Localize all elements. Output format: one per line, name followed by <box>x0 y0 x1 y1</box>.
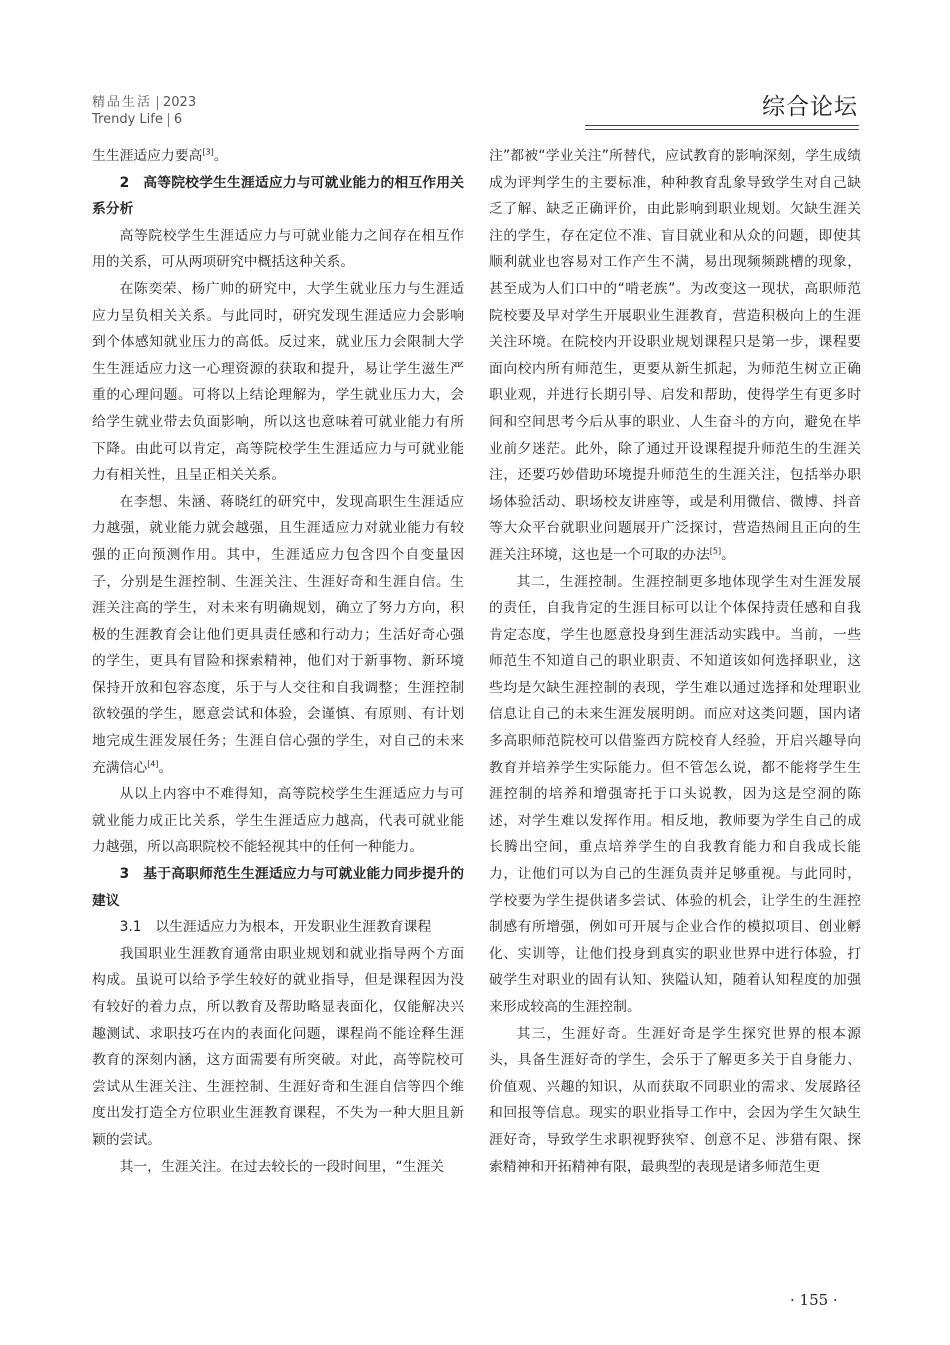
page-number: · 155 · <box>790 1291 838 1309</box>
paragraph: 高等院校学生生涯适应力与可就业能力之间存在相互作用的关系，可从两项研究中概括这种关系。 <box>92 227 464 271</box>
header-divider <box>157 96 158 110</box>
header-divider <box>168 113 169 127</box>
paragraph: 其二，生涯控制。生涯控制更多地体现学生对生涯发展的责任，自我肯定的生涯目标可以让个体保持责任感和自我肯定态度，学生也愿意投身到生涯活动实践中。当前，一些师范生不知道自己的职业职责、不知道该如何选择职业，这些均是欠缺生涯控制的表现，学生难以通过选择和处理职业信息让自己的未来生涯发展明朗。而应对这类问题，国内诸多高职师范院校可以借鉴西方院校育人经验，开启兴趣导向教育并培养学生实际能力。但不管怎么说，都不能将学生生涯控制的培养和增强寄托于口头说教，因为这是空洞的陈述，对学生难以发挥作用。相反地，教师要为学生自己的成长腾出空间，重点培养学生的自我教育能力和自我成长能力，让他们可以为自己的生涯负责并足够重视。与此同时，学校要为学生提供诸多尝试、体验的机会，让学生的生涯控制感有所增强，例如可开展与企业合作的模拟项目、创业孵化、实训等，让他们投身到真实的职业世界中进行体验，打破学生对职业的固有认知、狭隘认知，随着认知程度的加强来形成较高的生涯控制。 <box>489 573 861 1015</box>
citation-ref: [4] <box>147 759 159 769</box>
citation-ref: [5] <box>709 546 722 556</box>
journal-year: 2023 <box>163 95 197 110</box>
citation-ref: [3] <box>202 147 214 157</box>
paragraph: 注”都被“学业关注”所替代，应试教育的影响深刻，学生成绩成为评判学生的主要标准，种种教育乱象导致学生对自己缺乏了解、缺乏正确评价，由此影响到职业规划。欠缺生涯关注的学生，存在定位不准、盲目就业和从众的问题，即使其顺利就业也容易对工作产生不满，易出现频频跳槽的现象，甚至成为人们口中的“啃老族”。为改变这一现状，高职师范院校要及早对学生开展职业生涯教育，营造积极向上的生涯关注环境。在院校内开设职业规划课程只是第一步，课程要面向校内所有师范生，更要从新生抓起，为师范生树立正确职业观，并进行长期引导、启发和帮助，使得学生有更多时间和空间思考今后从事的职业、人生奋斗的方向，避免在毕业前夕迷茫。此外，除了通过开设课程提升师范生的生涯关注，还要巧妙借助环境提升师范生的生涯关注，包括举办职场体验活动、职场校友讲座等，或是利用微信、微博、抖音等大众平台就职业问题展开广泛探讨，营造热闹且正向的生涯关注环境，这也是一个可取的办法[5]。 <box>489 148 861 563</box>
section-title: 综合论坛 <box>762 94 858 120</box>
journal-name-cn: 精品生活 <box>92 95 153 110</box>
paragraph: 其三，生涯好奇。生涯好奇是学生探究世界的根本源头，具备生涯好奇的学生，会乐于了解更多关于自身能力、价值观、兴趣的知识，从而获取不同职业的需求、发展路径和回报等信息。现实的职业指导工作中，会因为学生欠缺生涯好奇，导致学生求职视野狭窄、创意不足、涉猎有限、探索精神和开拓精神有限，最典型的表现是诸多师范生更 <box>489 1025 861 1175</box>
journal-title-row <box>92 94 196 111</box>
subsection-heading-3-1: 3.1 以生涯适应力为根本，开发职业生涯教育课程 <box>119 919 432 936</box>
section-heading-3: 3 基于高职师范生生涯适应力与可就业能力同步提升的建议 <box>92 866 464 909</box>
paragraph: 我国职业生涯教育通常由职业规划和就业指导两个方面构成。虽说可以给予学生较好的就业指导，但是课程因为没有较好的着力点，所以教育及帮助略显表面化，仅能解决兴趣测试、求职技巧在内的表面化问题，课程尚不能诠释生涯教育的深刻内涵，这方面需要有所突破。对此，高等院校可尝试从生涯关注、生涯控制、生涯好奇和生涯自信等四个维度出发打造全方位职业生涯教育课程，不失为一种大胆且新颖的尝试。 <box>92 945 464 1148</box>
paragraph: 其一，生涯关注。在过去较长的一段时间里，“生涯关 <box>119 1158 445 1175</box>
journal-subtitle-row <box>92 111 196 128</box>
paragraph: 从以上内容中不难得知，高等院校学生生涯适应力与可就业能力成正比关系，学生生涯适应力越高，代表可就业能力越强，所以高职院校不能轻视其中的任何一种能力。 <box>92 786 464 856</box>
section-title-rule <box>585 125 859 130</box>
journal-issue: 6 <box>173 112 183 127</box>
paragraph: 在陈奕荣、杨广帅的研究中，大学生就业压力与生涯适应力呈负相关关系。与此同时，研究发现生涯适应力会影响到个体感知就业压力的高低。反过来，就业压力会限制大学生生涯适应力这一心理资源的获取和提升，易让学生滋生严重的心理问题。可将以上结论理解为，学生就业压力大，会给学生就业带去负面影响，所以这也意味着可就业能力有所下降。由此可以肯定，高等院校学生生涯适应力与可就业能力有相关性，且呈正相关关系。 <box>92 280 464 484</box>
journal-header <box>92 94 196 128</box>
section-heading-2: 2 高等院校学生生涯适应力与可就业能力的相互作用关系分析 <box>92 174 464 218</box>
left-column <box>92 143 464 1180</box>
paragraph: 生生涯适应力要高[3]。 <box>92 147 228 164</box>
section-header <box>762 92 858 122</box>
paragraph: 在李想、朱涵、蒋晓红的研究中，发现高职生生涯适应力越强，就业能力就会越强，且生涯适应力对就业能力有较强的正向预测作用。其中，生涯适应力包含四个自变量因子，分别是生涯控制、生涯关注、生涯好奇和生涯自信。生涯关注高的学生，对未来有明确规划，确立了努力方向，积极的生涯教育会让他们更具责任感和行动力；生活好奇心强的学生，更具有冒险和探索精神，他们对于新事物、新环境保持开放和包容态度，乐于与人交往和自我调整；生涯控制欲较强的学生，愿意尝试和体验，会谨慎、有原则、有计划地完成生涯发展任务；生涯自信心强的学生，对自己的未来充满信心[4]。 <box>92 493 464 776</box>
right-column <box>489 143 861 1180</box>
journal-name-en: Trendy Life <box>92 112 163 127</box>
